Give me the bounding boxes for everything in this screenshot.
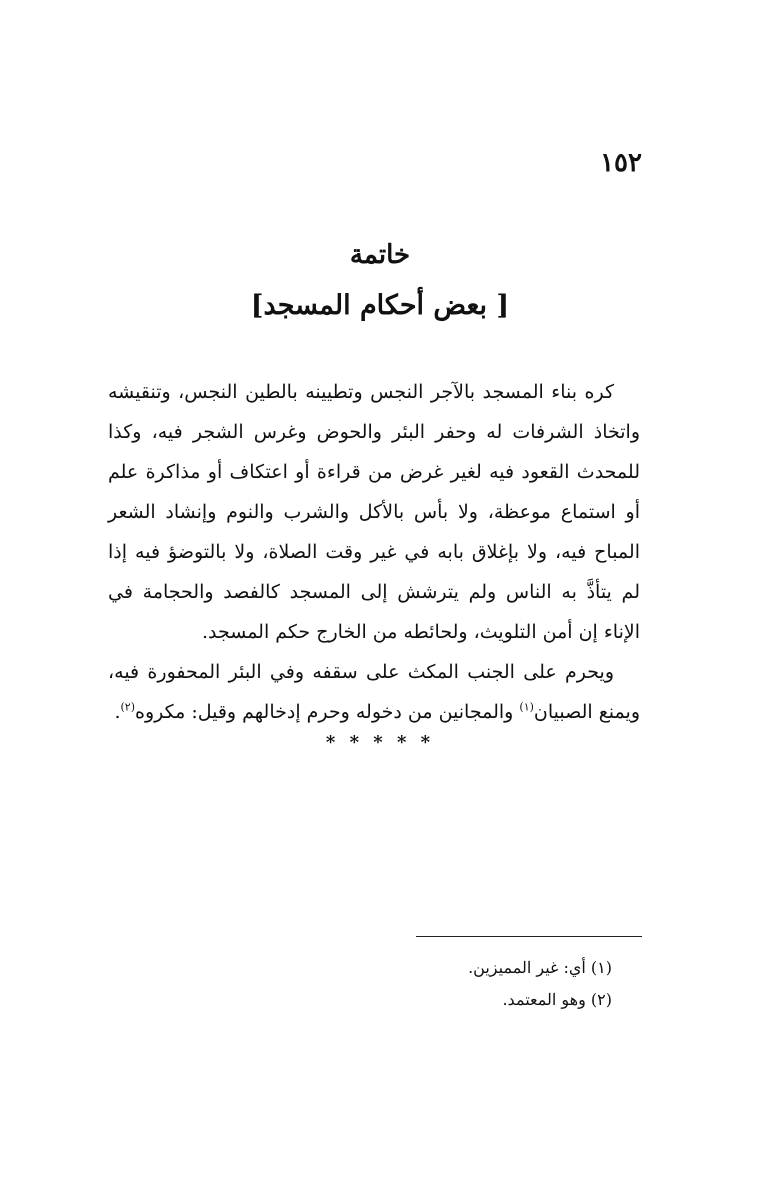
paragraph-text: والمجانين من دخوله وحرم إدخالهم وقيل: مكروه <box>135 701 520 723</box>
paragraph-text: ويحرم على الجنب المكث على سقفه وفي البئر المحفورة فيه، ويمنع الصبيان <box>108 661 640 723</box>
section-separator: * * * * * <box>325 732 435 753</box>
page-number: ١٥٢ <box>600 148 642 178</box>
footnote-reference: (٢) <box>120 700 135 714</box>
paragraph-end: . <box>114 701 121 723</box>
chapter-title: خاتمة <box>349 240 411 270</box>
paragraph: كره بناء المسجد بالآجر النجس وتطيينه بالطين النجس، وتنقيشه واتخاذ الشرفات له وحفر البئر والحوض وغرس الشجر فيه، وكذا للمحدث القعود فيه لغير غرض من قراءة أو اعتكاف أو مذاكرة علم أو استماع موعظة، ولا بأس بالأكل والشرب والنوم وإنشاد الشعر المباح فيه، ولا بإغلاق بابه في غير وقت الصلاة، ولا بالتوضؤ فيه إذا لم يتأذَّ به الناس ولم يترشش إلى المسجد كالفصد والحجامة في الإناء إن أمن التلويث، ولحائطه من الخارج حكم المسجد. <box>108 381 640 643</box>
footnotes <box>468 952 612 1016</box>
paragraph <box>108 652 640 732</box>
footnote-divider <box>416 936 642 937</box>
body-text <box>108 372 640 732</box>
footnote: (١) أي: غير المميزين. <box>468 958 612 977</box>
chapter-subtitle: [ بعض أحكام المسجد] <box>250 290 510 321</box>
footnote: (٢) وهو المعتمد. <box>502 990 612 1009</box>
footnote-reference: (١) <box>519 700 534 714</box>
